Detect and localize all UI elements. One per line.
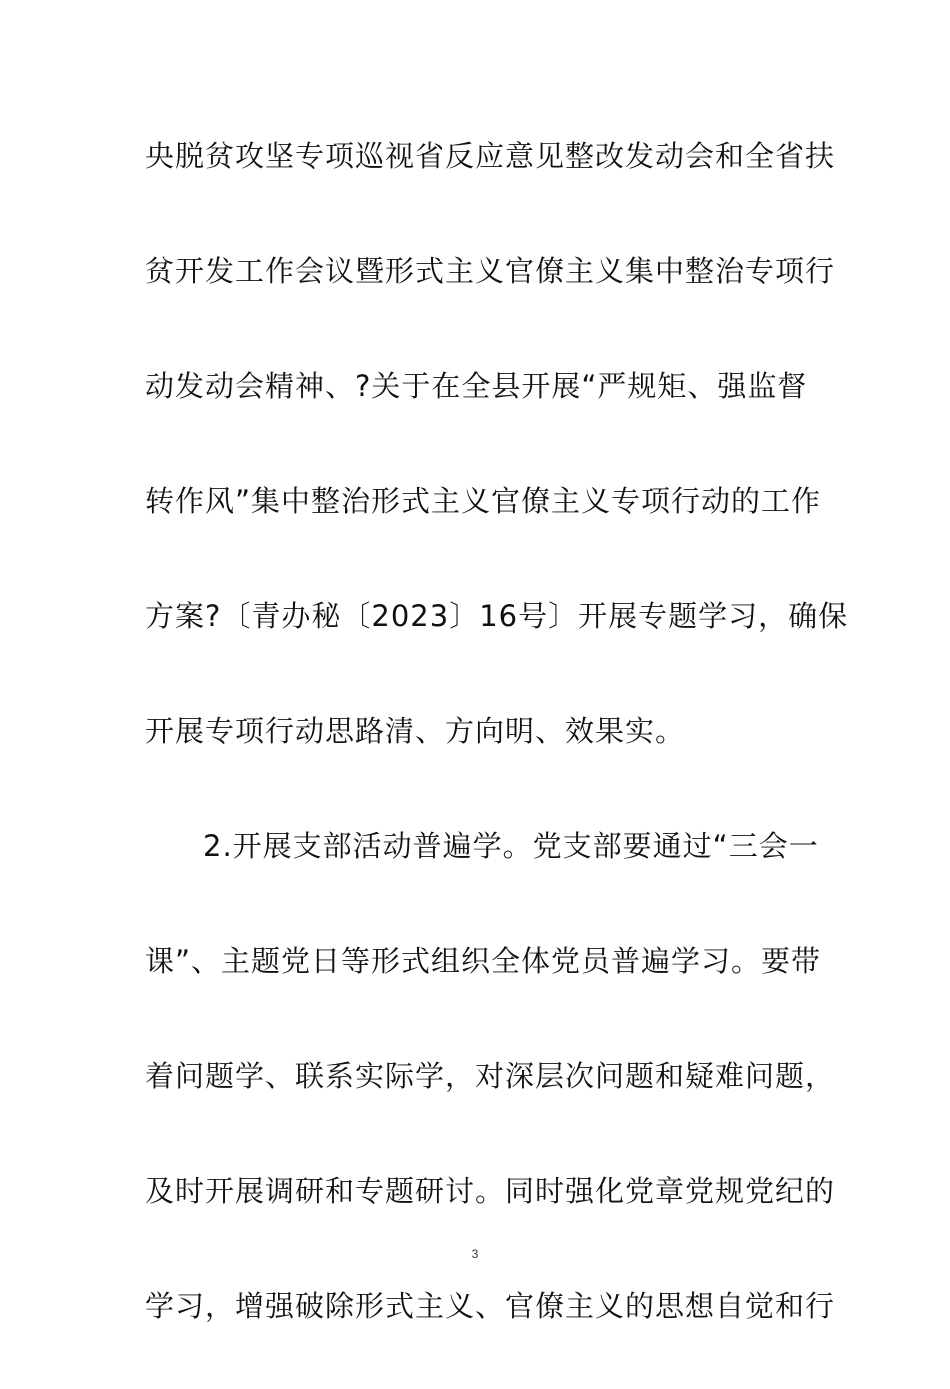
text-line: 着问题学、联系实际学，对深层次问题和疑难问题， bbox=[145, 1059, 836, 1093]
text-line: 央脱贫攻坚专项巡视省反应意见整改发动会和全省扶 bbox=[145, 139, 836, 173]
text-line: 贫开发工作会议暨形式主义官僚主义集中整治专项行 bbox=[145, 254, 836, 288]
text-line: 开展专项行动思路清、方向明、效果实。 bbox=[145, 714, 686, 748]
page-number: 3 bbox=[471, 1247, 479, 1261]
text-line: 转作风”集中整治形式主义官僚主义专项行动的工作 bbox=[145, 484, 822, 518]
text-line: 方案?〔青办秘〔2023〕16号〕开展专题学习，确保 bbox=[145, 599, 849, 633]
body-text bbox=[145, 124, 849, 1389]
text-line: 课”、主题党日等形式组织全体党员普遍学习。要带 bbox=[145, 944, 822, 978]
paragraph-start-line: 2.开展支部活动普遍学。党支部要通过“三会一 bbox=[203, 829, 819, 863]
text-line: 动发动会精神、?关于在全县开展“严规矩、强监督 bbox=[145, 369, 808, 403]
text-line: 及时开展调研和专题研讨。同时强化党章党规党纪的 bbox=[145, 1174, 836, 1208]
text-line: 学习，增强破除形式主义、官僚主义的思想自觉和行 bbox=[145, 1289, 836, 1323]
